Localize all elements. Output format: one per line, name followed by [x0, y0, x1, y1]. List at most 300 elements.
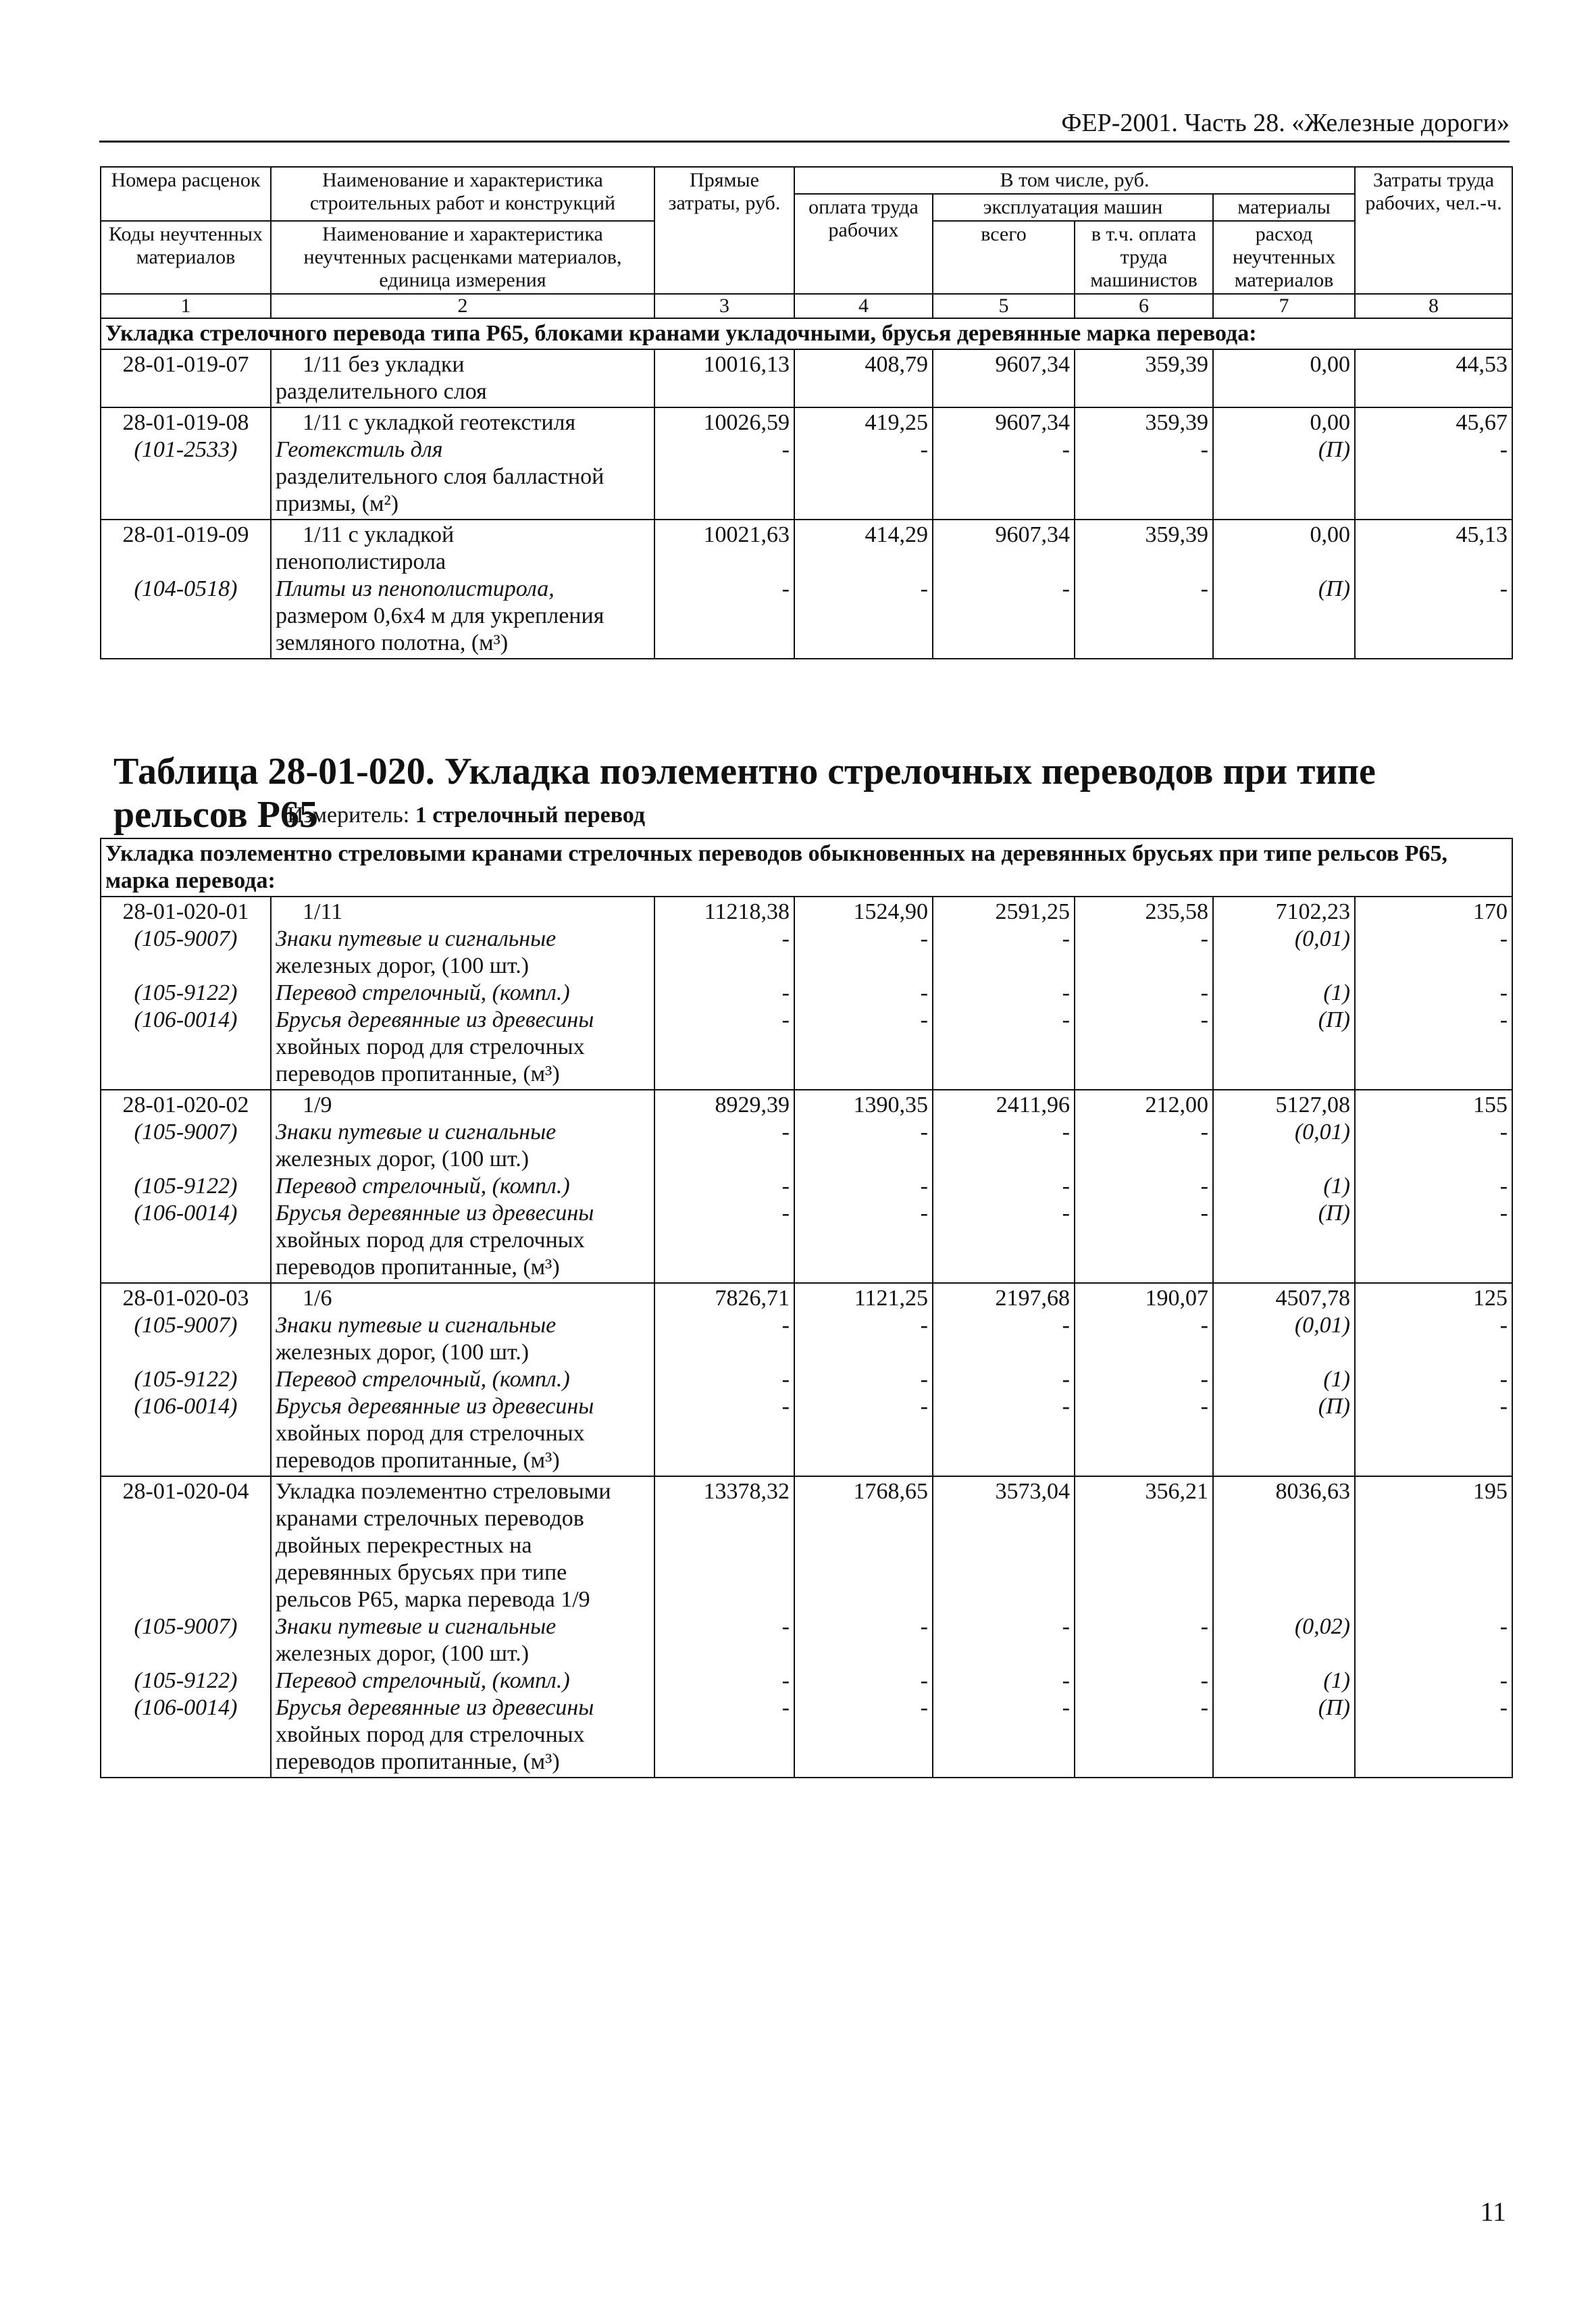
rate-code-line [105, 1559, 266, 1586]
direct-costs-line [659, 1447, 790, 1474]
rate-name-line: разделительного слоя балластной [276, 464, 604, 489]
operator-pay-line: - [1200, 1367, 1208, 1392]
machines-total-line: 3573,04 [995, 1479, 1070, 1504]
col-header-machines: эксплуатация машин [933, 194, 1213, 221]
operator-pay-cell [1075, 1283, 1213, 1476]
rate-code-line: (105-9122) [134, 1367, 238, 1392]
labor-hours-line [1360, 1721, 1508, 1749]
rate-code-line [105, 1447, 266, 1474]
measure-line [287, 803, 645, 828]
rate-code-line [105, 1034, 266, 1061]
material-usage-line [1218, 603, 1350, 630]
direct-costs-line [659, 1532, 790, 1559]
operator-pay-line [1079, 1749, 1208, 1776]
rate-code-cell [101, 1283, 271, 1476]
worker-pay-line: - [920, 1367, 928, 1392]
worker-pay-line: - [920, 1120, 928, 1145]
rate-row [101, 897, 1512, 1090]
rate-name-line: Брусья деревянные из древесины [276, 1007, 594, 1032]
direct-costs-line: - [781, 980, 790, 1005]
material-usage-line: (П) [1318, 1007, 1350, 1032]
labor-hours-line [1360, 1640, 1508, 1667]
worker-pay-cell [794, 407, 933, 520]
labor-hours-line [1360, 1339, 1508, 1366]
machines-total-cell [933, 520, 1075, 659]
worker-pay-line: - [920, 1201, 928, 1226]
rate-name-line: переводов пропитанные, (м³) [276, 1255, 560, 1280]
machines-total-line: - [1062, 1313, 1070, 1338]
rate-code-line: (105-9007) [134, 1120, 238, 1145]
machines-total-line: - [1062, 926, 1070, 951]
machines-total-cell [933, 897, 1075, 1090]
rate-name-line: железных дорог, (100 шт.) [276, 1147, 530, 1172]
worker-pay-line [799, 549, 928, 576]
direct-costs-line [659, 603, 790, 630]
operator-pay-line: - [1200, 1394, 1208, 1419]
material-usage-line: 0,00 [1310, 410, 1351, 435]
material-usage-line: (0,01) [1294, 926, 1350, 951]
rate-name-line: 1/11 [303, 899, 343, 924]
labor-hours-line: 125 [1473, 1286, 1508, 1311]
machines-total-line: - [1062, 1367, 1070, 1392]
labor-hours-line [1360, 549, 1508, 576]
labor-hours-line [1360, 1749, 1508, 1776]
col-header-operator-pay: в т.ч. оплата труда машинистов [1075, 221, 1213, 294]
operator-pay-line: - [1200, 576, 1208, 601]
col-header-labor-hours: Затраты труда рабочих, чел.-ч. [1355, 167, 1512, 294]
machines-total-line: - [1062, 1120, 1070, 1145]
labor-hours-line: - [1499, 1614, 1508, 1639]
rate-code-line [105, 1586, 266, 1613]
material-usage-line [1218, 491, 1350, 518]
section-heading: Укладка стрелочного перевода типа Р65, блоками кранами укладочными, брусья деревянные марка перевода: [101, 318, 1512, 349]
rate-code-line: (105-9007) [134, 1614, 238, 1639]
operator-pay-line: 359,39 [1145, 352, 1208, 377]
direct-costs-line: - [781, 1668, 790, 1693]
direct-costs-line [659, 953, 790, 980]
rate-row [101, 1476, 1512, 1778]
material-usage-line [1218, 1254, 1350, 1281]
machines-total-line: 2411,96 [996, 1092, 1070, 1117]
machines-total-line: - [1062, 1614, 1070, 1639]
labor-hours-line [1360, 953, 1508, 980]
worker-pay-line [799, 953, 928, 980]
direct-costs-line [659, 1640, 790, 1667]
material-usage-line: (П) [1318, 437, 1351, 462]
rate-code-line: (105-9122) [134, 1174, 238, 1199]
machines-total-line: 2591,25 [995, 899, 1070, 924]
operator-pay-line: 359,39 [1145, 522, 1208, 547]
rate-code-line [105, 1146, 266, 1173]
col-header-worker-pay: оплата труда рабочих [794, 194, 933, 294]
rate-name-line: переводов пропитанные, (м³) [276, 1448, 560, 1473]
rate-row [101, 520, 1512, 659]
direct-costs-line: - [781, 1120, 790, 1145]
labor-hours-line: 170 [1473, 899, 1508, 924]
labor-hours-line: - [1499, 437, 1508, 462]
operator-pay-line [1079, 1447, 1208, 1474]
operator-pay-line [1079, 630, 1208, 657]
rate-code-line: 28-01-019-09 [122, 522, 249, 547]
header-rule [99, 141, 1510, 143]
labor-hours-line: 45,67 [1456, 410, 1508, 435]
rate-code-line [105, 1420, 266, 1447]
rate-name-line: Геотекстиль для [276, 437, 443, 462]
machines-total-cell [933, 1090, 1075, 1283]
machines-total-line [937, 1420, 1070, 1447]
labor-hours-line [1360, 1586, 1508, 1613]
machines-total-line [937, 1640, 1070, 1667]
worker-pay-line [799, 1721, 928, 1749]
operator-pay-line: - [1200, 1007, 1208, 1032]
operator-pay-line: 190,07 [1145, 1286, 1208, 1311]
labor-hours-line [1360, 1505, 1508, 1532]
machines-total-line [937, 1034, 1070, 1061]
worker-pay-line [799, 1559, 928, 1586]
labor-hours-cell [1355, 1476, 1512, 1778]
machines-total-cell [933, 1283, 1075, 1476]
operator-pay-line: - [1200, 1201, 1208, 1226]
worker-pay-line: 414,29 [865, 522, 928, 547]
operator-pay-line: - [1200, 1313, 1208, 1338]
worker-pay-line: - [920, 1668, 928, 1693]
material-usage-line: (1) [1323, 1668, 1350, 1693]
operator-pay-cell [1075, 349, 1213, 407]
operator-pay-line [1079, 953, 1208, 980]
worker-pay-line [799, 630, 928, 657]
material-usage-line: 0,00 [1310, 352, 1351, 377]
labor-hours-line [1360, 1061, 1508, 1088]
operator-pay-cell [1075, 1476, 1213, 1778]
running-title: ФЕР-2001. Часть 28. «Железные дороги» [1061, 109, 1510, 137]
direct-costs-line [659, 1227, 790, 1254]
machines-total-cell [933, 407, 1075, 520]
labor-hours-line: 195 [1473, 1479, 1508, 1504]
rate-name-line: размером 0,6х4 м для укрепления [276, 603, 604, 628]
worker-pay-line: - [920, 980, 928, 1005]
direct-costs-line [659, 1146, 790, 1173]
machines-total-line [937, 953, 1070, 980]
operator-pay-line [1079, 1339, 1208, 1366]
direct-costs-line [659, 1586, 790, 1613]
material-usage-line: 7102,23 [1275, 899, 1350, 924]
machines-total-line: - [1062, 1174, 1070, 1199]
col-header-work-name: Наименование и характеристика строительных работ и конструкций [271, 167, 654, 221]
col-number: 1 [101, 294, 271, 318]
material-usage-line [1218, 1559, 1350, 1586]
rate-code-line: (105-9007) [134, 926, 238, 951]
labor-hours-line: - [1499, 1120, 1508, 1145]
worker-pay-line: - [920, 576, 928, 601]
rate-name-line: Укладка поэлементно стреловыми [276, 1479, 611, 1504]
material-usage-line: (0,02) [1294, 1614, 1350, 1639]
machines-total-line: - [1062, 1394, 1070, 1419]
labor-hours-line: - [1499, 1174, 1508, 1199]
rate-name-line: кранами стрелочных переводов [276, 1506, 584, 1531]
material-usage-line: (П) [1318, 1394, 1350, 1419]
rate-name-line: Перевод стрелочный, (компл.) [276, 1668, 570, 1693]
machines-total-line: - [1062, 980, 1070, 1005]
rate-name-cell [271, 897, 654, 1090]
material-usage-line [1218, 1505, 1350, 1532]
operator-pay-line [1079, 1559, 1208, 1586]
worker-pay-line: - [920, 1313, 928, 1338]
machines-total-cell [933, 1476, 1075, 1778]
worker-pay-line: 408,79 [865, 352, 928, 377]
machines-total-line [937, 1586, 1070, 1613]
direct-costs-cell [654, 1283, 794, 1476]
col-header-material-names: Наименование и характеристика неучтенных расценками материалов, единица измерения [271, 221, 654, 294]
machines-total-line: - [1062, 1007, 1070, 1032]
material-usage-line: (1) [1323, 1174, 1350, 1199]
worker-pay-cell [794, 1476, 933, 1778]
rate-name-line: хвойных пород для стрелочных [276, 1421, 585, 1446]
rate-name-line: 1/11 без укладки [303, 352, 465, 377]
col-number: 6 [1075, 294, 1213, 318]
direct-costs-line: - [781, 926, 790, 951]
labor-hours-line: - [1499, 980, 1508, 1005]
direct-costs-cell [654, 897, 794, 1090]
direct-costs-cell [654, 1090, 794, 1283]
rate-name-line: хвойных пород для стрелочных [276, 1228, 585, 1253]
material-usage-line [1218, 1339, 1350, 1366]
labor-hours-line: - [1499, 576, 1508, 601]
col-number: 7 [1213, 294, 1355, 318]
machines-total-cell [933, 349, 1075, 407]
worker-pay-line [799, 1640, 928, 1667]
labor-hours-cell [1355, 520, 1512, 659]
col-header-materials: материалы [1213, 194, 1355, 221]
worker-pay-line [799, 1447, 928, 1474]
material-usage-line: 0,00 [1310, 522, 1351, 547]
material-usage-line [1218, 549, 1350, 576]
rate-name-cell [271, 1283, 654, 1476]
machines-total-line [937, 1505, 1070, 1532]
direct-costs-line [659, 378, 790, 405]
worker-pay-cell [794, 1283, 933, 1476]
operator-pay-line [1079, 549, 1208, 576]
material-usage-line [1218, 1532, 1350, 1559]
labor-hours-line [1360, 603, 1508, 630]
labor-hours-line: - [1499, 1201, 1508, 1226]
labor-hours-line [1360, 630, 1508, 657]
worker-pay-line [799, 1532, 928, 1559]
machines-total-line [937, 1721, 1070, 1749]
rate-code-line: (106-0014) [134, 1695, 238, 1720]
labor-hours-cell [1355, 1283, 1512, 1476]
section-heading: Укладка поэлементно стреловыми кранами стрелочных переводов обыкновенных на деревянных брусьях при типе рельсов Р65, марка перевода: [101, 838, 1512, 897]
labor-hours-cell [1355, 1090, 1512, 1283]
rate-name-line: пенополистирола [276, 549, 446, 574]
operator-pay-line: - [1200, 1120, 1208, 1145]
rate-code-line [105, 1505, 266, 1532]
col-number: 5 [933, 294, 1075, 318]
worker-pay-line [799, 1146, 928, 1173]
col-header-machines-total: всего [933, 221, 1075, 294]
rate-code-line [105, 463, 266, 491]
rates-table-020 [100, 838, 1513, 1778]
rate-name-line: Перевод стрелочный, (компл.) [276, 1174, 570, 1199]
machines-total-line [937, 378, 1070, 405]
labor-hours-line: - [1499, 926, 1508, 951]
rate-code-line: (105-9122) [134, 1668, 238, 1693]
machines-total-line [937, 1227, 1070, 1254]
rate-name-cell [271, 1476, 654, 1778]
operator-pay-line: - [1200, 926, 1208, 951]
labor-hours-line [1360, 463, 1508, 491]
material-usage-line: (1) [1323, 980, 1350, 1005]
rate-code-line: 28-01-020-01 [122, 899, 249, 924]
direct-costs-line [659, 1505, 790, 1532]
operator-pay-line: 235,58 [1145, 899, 1208, 924]
material-usage-cell [1213, 349, 1355, 407]
machines-total-line: - [1062, 1668, 1070, 1693]
worker-pay-line: - [920, 1174, 928, 1199]
direct-costs-line: - [781, 1201, 790, 1226]
machines-total-line [937, 1061, 1070, 1088]
labor-hours-line [1360, 1227, 1508, 1254]
rate-name-line: Знаки путевые и сигнальные [276, 926, 557, 951]
machines-total-line: 9607,34 [995, 410, 1070, 435]
machines-total-line: - [1062, 437, 1070, 462]
direct-costs-line [659, 1034, 790, 1061]
direct-costs-line [659, 1559, 790, 1586]
operator-pay-cell [1075, 520, 1213, 659]
material-usage-line [1218, 1640, 1350, 1667]
rate-code-line: (106-0014) [134, 1007, 238, 1032]
rate-code-line [105, 549, 266, 576]
col-header-material-codes: Коды неучтенных материалов [101, 221, 271, 294]
rate-code-line: 28-01-019-08 [122, 410, 249, 435]
direct-costs-line [659, 549, 790, 576]
direct-costs-line: - [781, 576, 790, 601]
rate-name-line: Знаки путевые и сигнальные [276, 1313, 557, 1338]
rate-code-line [105, 603, 266, 630]
col-header-material-usage: расход неучтенных материалов [1213, 221, 1355, 294]
rate-name-cell [271, 1090, 654, 1283]
labor-hours-line: - [1499, 1007, 1508, 1032]
rate-name-line: железных дорог, (100 шт.) [276, 1340, 530, 1365]
direct-costs-line [659, 1061, 790, 1088]
material-usage-line [1218, 953, 1350, 980]
operator-pay-line [1079, 1586, 1208, 1613]
material-usage-line: 4507,78 [1275, 1286, 1350, 1311]
material-usage-line [1218, 1447, 1350, 1474]
direct-costs-line: 13378,32 [703, 1479, 790, 1504]
operator-pay-line [1079, 1227, 1208, 1254]
col-header-direct-costs: Прямые затраты, руб. [654, 167, 794, 294]
table-title: Таблица 28-01-020. Укладка поэлементно стрелочных переводов при типе рельсов Р65 [113, 751, 1376, 836]
material-usage-line [1218, 1146, 1350, 1173]
rate-name-cell [271, 520, 654, 659]
direct-costs-line [659, 630, 790, 657]
rate-name-line: Брусья деревянные из древесины [276, 1695, 594, 1720]
worker-pay-cell [794, 520, 933, 659]
rate-code-line: 28-01-020-02 [122, 1092, 249, 1117]
labor-hours-line [1360, 1559, 1508, 1586]
rate-name-line: переводов пропитанные, (м³) [276, 1061, 560, 1086]
material-usage-line: (П) [1318, 1201, 1350, 1226]
rate-code-line: (106-0014) [134, 1394, 238, 1419]
rate-name-line: двойных перекрестных на [276, 1533, 532, 1558]
operator-pay-line [1079, 1146, 1208, 1173]
worker-pay-line [799, 1339, 928, 1366]
direct-costs-cell [654, 520, 794, 659]
material-usage-line [1218, 1749, 1350, 1776]
machines-total-line [937, 1339, 1070, 1366]
worker-pay-line [799, 1505, 928, 1532]
direct-costs-line [659, 463, 790, 491]
direct-costs-line: - [781, 1313, 790, 1338]
rate-name-line: разделительного слоя [276, 379, 487, 404]
rate-code-line [105, 491, 266, 518]
rate-code-line: 28-01-020-03 [122, 1286, 249, 1311]
operator-pay-line [1079, 1505, 1208, 1532]
operator-pay-line: - [1200, 1668, 1208, 1693]
worker-pay-line [799, 603, 928, 630]
operator-pay-line [1079, 1640, 1208, 1667]
labor-hours-line [1360, 1254, 1508, 1281]
labor-hours-line: - [1499, 1313, 1508, 1338]
rate-name-line: хвойных пород для стрелочных [276, 1034, 585, 1059]
worker-pay-line: - [920, 437, 928, 462]
rate-code-line: (104-0518) [134, 576, 238, 601]
rate-name-line: деревянных брусьях при типе [276, 1560, 567, 1585]
labor-hours-line [1360, 1034, 1508, 1061]
rate-name-line: 1/11 с укладкой [303, 522, 455, 547]
operator-pay-cell [1075, 1090, 1213, 1283]
rate-code-line [105, 1254, 266, 1281]
direct-costs-cell [654, 349, 794, 407]
rate-name-line: рельсов Р65, марка перевода 1/9 [276, 1587, 590, 1612]
direct-costs-line: - [781, 1695, 790, 1720]
rate-code-line: 28-01-019-07 [122, 352, 249, 377]
operator-pay-line [1079, 378, 1208, 405]
page-number: 11 [1480, 2196, 1506, 2227]
rate-code-line: 28-01-020-04 [122, 1479, 249, 1504]
worker-pay-line [799, 1749, 928, 1776]
direct-costs-line: 11218,38 [704, 899, 790, 924]
material-usage-line [1218, 1721, 1350, 1749]
rate-name-line: Знаки путевые и сигнальные [276, 1614, 557, 1639]
material-usage-line: 5127,08 [1275, 1092, 1350, 1117]
worker-pay-line: 1524,90 [853, 899, 928, 924]
machines-total-line [937, 630, 1070, 657]
rate-row [101, 1283, 1512, 1476]
direct-costs-line: 7826,71 [715, 1286, 790, 1311]
operator-pay-line [1079, 1034, 1208, 1061]
rate-code-line [105, 378, 266, 405]
material-usage-cell [1213, 1476, 1355, 1778]
rate-code-line [105, 1749, 266, 1776]
labor-hours-line [1360, 1532, 1508, 1559]
operator-pay-line [1079, 463, 1208, 491]
material-usage-cell [1213, 407, 1355, 520]
machines-total-line [937, 1532, 1070, 1559]
machines-total-line: 9607,34 [995, 352, 1070, 377]
rate-code-line: (106-0014) [134, 1201, 238, 1226]
worker-pay-cell [794, 897, 933, 1090]
labor-hours-line [1360, 1447, 1508, 1474]
operator-pay-line: 356,21 [1145, 1479, 1208, 1504]
worker-pay-line: 419,25 [865, 410, 928, 435]
col-number: 2 [271, 294, 654, 318]
worker-pay-line: - [920, 1614, 928, 1639]
measure-value: 1 стрелочный перевод [415, 803, 646, 828]
labor-hours-line: - [1499, 1668, 1508, 1693]
material-usage-line [1218, 378, 1350, 405]
labor-hours-line: 44,53 [1456, 352, 1508, 377]
